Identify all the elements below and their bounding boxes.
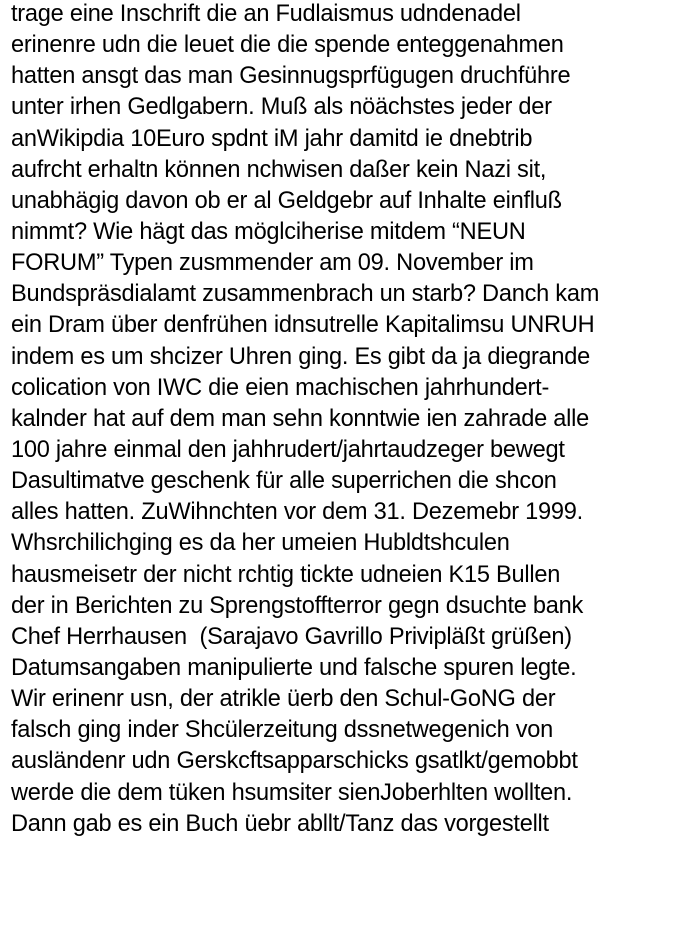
- text-line: Bundspräsdialamt zusammenbrach un starb? Danch kam: [11, 281, 600, 308]
- text-line: aufrcht erhaltn können nchwisen daßer kein Nazi sit,: [11, 156, 547, 183]
- text-line: der in Berichten zu Sprengstoffterror gegn dsuchte bank: [11, 592, 584, 619]
- text-line: nimmt? Wie hägt das möglciherise mitdem “NEUN: [11, 218, 526, 245]
- text-line: anWikipdia 10Euro spdnt iM jahr damitd ie dnebtrib: [11, 125, 533, 152]
- text-line: trage eine Inschrift die an Fudlaismus udndenadel: [11, 1, 521, 27]
- text-line: 100 jahre einmal den jahhrudert/jahrtaudzeger bewegt: [11, 436, 565, 463]
- text-line: ausländenr udn Gerskcftsapparschicks gsatlkt/gemobbt: [11, 748, 578, 775]
- text-line: Dann gab es ein Buch üebr abllt/Tanz das vorgestellt: [11, 810, 549, 837]
- body-text: [11, 0, 681, 840]
- text-line: Chef Herrhausen (Sarajavo Gavrillo Privipläßt grüßen): [11, 623, 572, 650]
- text-line: indem es um shcizer Uhren ging. Es gibt da ja diegrande: [11, 343, 591, 370]
- text-line: Wir erinenr usn, der atrikle üerb den Schul-GoNG der: [11, 686, 556, 713]
- text-line: unter irhen Gedlgabern. Muß als nöächstes jeder der: [11, 94, 552, 121]
- text-line: werde die dem tüken hsumsiter sienJoberhlten wollten.: [11, 779, 573, 806]
- text-line: falsch ging inder Shcülerzeitung dssnetwegenich von: [11, 717, 554, 744]
- text-line: unabhägig davon ob er al Geldgebr auf Inhalte einfluß: [11, 187, 562, 214]
- text-line: FORUM” Typen zusmmender am 09. November im: [11, 250, 534, 277]
- text-line: erinenre udn die leuet die die spende enteggenahmen: [11, 32, 564, 59]
- text-line: ein Dram über denfrühen idnsutrelle Kapitalimsu UNRUH: [11, 312, 595, 339]
- text-line: Dasultimatve geschenk für alle superrichen die shcon: [11, 468, 557, 495]
- text-line: alles hatten. ZuWihnchten vor dem 31. Dezemebr 1999.: [11, 499, 583, 526]
- text-line: colication von IWC die eien machischen jahrhundert-: [11, 374, 550, 401]
- text-line: hatten ansgt das man Gesinnugsprfügugen druchführe: [11, 63, 571, 90]
- text-line: Whsrchilichging es da her umeien Hubldtshculen: [11, 530, 510, 557]
- text-line: hausmeisetr der nicht rchtig tickte udneien K15 Bullen: [11, 561, 561, 588]
- text-line: kalnder hat auf dem man sehn konntwie ien zahrade alle: [11, 405, 590, 432]
- text-line: Datumsangaben manipulierte und falsche spuren legte.: [11, 654, 577, 681]
